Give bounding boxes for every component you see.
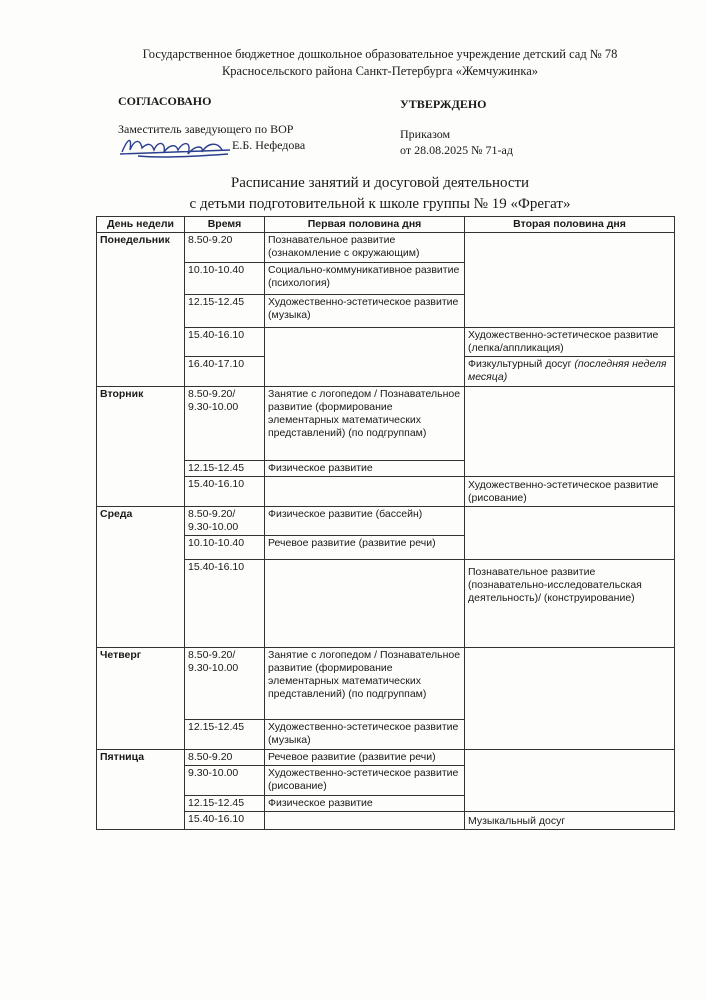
second-half-cell: Познавательное развитие (познавательно-исследовательская деятельность)/ (конструирование) — [465, 560, 675, 648]
header-time: Время — [185, 217, 265, 233]
second-half-cell: Художественно-эстетическое развитие (рисование) — [465, 477, 675, 507]
doc-title-line-1: Расписание занятий и досуговой деятельности — [230, 175, 530, 191]
time-cell: 12.15-12.45 — [185, 796, 265, 812]
second-half-cell: Художественно-эстетическое развитие (лепка/аппликация) — [465, 328, 675, 357]
first-half-cell: Занятие с логопедом / Познавательное развитие (формирование элементарных математических представлений) (по подгруппам) — [265, 387, 465, 461]
org-line-2: Красносельского района Санкт-Петербурга «Жемчужинка» — [221, 64, 539, 78]
approved-left-name: Е.Б. Нефедова — [232, 138, 306, 152]
time-cell: 8.50-9.20/ 9.30-10.00 — [185, 507, 265, 536]
approved-left-position: Заместитель заведующего по ВОР — [118, 122, 294, 136]
first-half-cell: Физическое развитие — [265, 796, 465, 812]
second-half-cell — [465, 233, 675, 328]
first-half-cell: Речевое развитие (развитие речи) — [265, 750, 465, 766]
header-second-half: Вторая половина дня — [465, 217, 675, 233]
second-half-cell: Музыкальный досуг — [465, 812, 675, 830]
first-half-cell — [265, 560, 465, 648]
org-line-1: Государственное бюджетное дошкольное образовательное учреждение детский сад № 78 — [142, 47, 618, 61]
header-first-half: Первая половина дня — [265, 217, 465, 233]
first-half-cell: Художественно-эстетическое развитие (музыка) — [265, 295, 465, 328]
time-cell: 16.40-17.10 — [185, 357, 265, 387]
day-wednesday: Среда — [97, 507, 185, 648]
first-half-cell — [265, 477, 465, 507]
second-half-cell — [465, 648, 675, 750]
table-header-row — [97, 217, 675, 233]
time-cell: 8.50-9.20/ 9.30-10.00 — [185, 648, 265, 720]
time-cell: 8.50-9.20 — [185, 750, 265, 766]
time-cell: 12.15-12.45 — [185, 461, 265, 477]
schedule-table — [96, 216, 675, 830]
second-half-cell — [465, 507, 675, 560]
time-cell: 15.40-16.10 — [185, 812, 265, 830]
approved-right-date: от 28.08.2025 № 71-ад — [400, 143, 513, 157]
table-row — [97, 233, 675, 263]
signature-icon — [118, 132, 234, 160]
first-half-cell: Занятие с логопедом / Познавательное развитие (формирование элементарных математических представлений) (по подгруппам) — [265, 648, 465, 720]
day-tuesday: Вторник — [97, 387, 185, 507]
time-cell: 15.40-16.10 — [185, 560, 265, 648]
approved-left-heading: СОГЛАСОВАНО — [118, 94, 212, 108]
table-row — [97, 507, 675, 536]
doc-title-line-2: с детьми подготовительной к школе группы № 19 «Фрегат» — [189, 196, 571, 212]
first-half-cell: Социально-коммуникативное развитие (психология) — [265, 263, 465, 295]
activity-label: Физкультурный досуг — [468, 358, 572, 370]
time-cell: 15.40-16.10 — [185, 328, 265, 357]
time-cell: 12.15-12.45 — [185, 720, 265, 750]
time-cell: 12.15-12.45 — [185, 295, 265, 328]
first-half-cell — [265, 812, 465, 830]
time-cell: 10.10-10.40 — [185, 263, 265, 295]
table-row — [97, 387, 675, 461]
day-monday: Понедельник — [97, 233, 185, 387]
activity-note: (последняя неделя месяца) — [468, 358, 667, 383]
first-half-cell: Художественно-эстетическое развитие (рисование) — [265, 766, 465, 796]
first-half-cell — [265, 328, 465, 387]
header-day: День недели — [97, 217, 185, 233]
approved-right-heading: УТВЕРЖДЕНО — [400, 97, 487, 111]
time-cell: 9.30-10.00 — [185, 766, 265, 796]
day-friday: Пятница — [97, 750, 185, 830]
first-half-cell: Познавательное развитие (ознакомление с окружающим) — [265, 233, 465, 263]
day-thursday: Четверг — [97, 648, 185, 750]
second-half-cell — [465, 387, 675, 477]
table-row — [97, 648, 675, 720]
second-half-cell — [465, 750, 675, 812]
first-half-cell: Художественно-эстетическое развитие (музыка) — [265, 720, 465, 750]
time-cell: 8.50-9.20/ 9.30-10.00 — [185, 387, 265, 461]
time-cell: 8.50-9.20 — [185, 233, 265, 263]
table-row — [97, 750, 675, 766]
time-cell: 10.10-10.40 — [185, 536, 265, 560]
first-half-cell: Речевое развитие (развитие речи) — [265, 536, 465, 560]
time-cell: 15.40-16.10 — [185, 477, 265, 507]
approved-right-order: Приказом — [400, 127, 451, 141]
first-half-cell: Физическое развитие (бассейн) — [265, 507, 465, 536]
first-half-cell: Физическое развитие — [265, 461, 465, 477]
second-half-cell — [465, 357, 675, 387]
